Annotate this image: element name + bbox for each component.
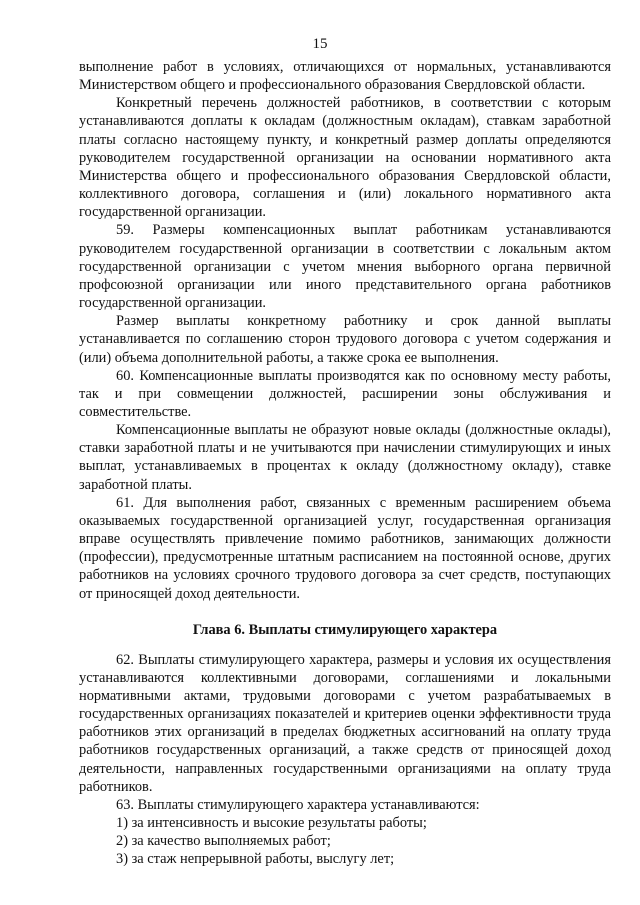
paragraph: Конкретный перечень должностей работников, в соответствии с которым устанавливаются доплаты к окладам (должностным окладам), ставкам заработной платы согласно настоящему пункту, и конкретный размер доплаты определяются руководителем государственной организации на основании нормативного акта Министерства общего и профессионального образования Свердловской области, коллективного договора, соглашения и (или) локального нормативного акта государственной организации. bbox=[79, 95, 611, 221]
paragraph-item-60: 60. Компенсационные выплаты производятся как по основному месту работы, так и при совмещении должностей, расширении зоны обслуживания и совместительстве. bbox=[79, 367, 611, 420]
paragraph: Размер выплаты конкретному работнику и срок данной выплаты устанавливается по соглашению сторон трудового договора с учетом содержания и (или) объема дополнительной работы, а также срока ее выполнения. bbox=[79, 313, 611, 366]
page-number: 15 bbox=[312, 36, 328, 52]
paragraph: выполнение работ в условиях, отличающихся от нормальных, устанавливаются Министерством общего и профессионального образования Свердловской области. bbox=[79, 59, 611, 94]
list-item: 2) за качество выполняемых работ; bbox=[116, 833, 331, 850]
paragraph-item-63: 63. Выплаты стимулирующего характера устанавливаются: bbox=[116, 796, 480, 813]
paragraph-item-59: 59. Размеры компенсационных выплат работникам устанавливаются руководителем государственной организации в соответствии с локальным актом государственной организации с учетом мнения выборного органа первичной профсоюзной организации или иного представительного органа работников государственной организации. bbox=[79, 222, 611, 312]
list-item: 3) за стаж непрерывной работы, выслугу лет; bbox=[116, 851, 395, 868]
paragraph-item-62: 62. Выплаты стимулирующего характера, размеры и условия их осуществления устанавливаются коллективными договорами, соглашениями и локальными нормативными актами, трудовыми договорами с учетом разрабатываемых в государственных организациях показателей и критериев оценки эффективности труда работников этих организаций в пределах бюджетных ассигнований на оплату труда работников государственных организаций, а также средств от приносящей доход деятельности, направленных государственными организациями на оплату труда работников. bbox=[79, 651, 611, 795]
paragraph: Компенсационные выплаты не образуют новые оклады (должностные оклады), ставки заработной платы и не учитываются при начислении стимулирующих и иных выплат, устанавливаемых в процентах к окладу (должностному окладу), ставке заработной платы. bbox=[79, 422, 611, 493]
list-item: 1) за интенсивность и высокие результаты работы; bbox=[116, 815, 427, 832]
document-body bbox=[79, 58, 611, 869]
chapter-heading: Глава 6. Выплаты стимулирующего характера bbox=[192, 621, 498, 638]
paragraph-item-61: 61. Для выполнения работ, связанных с временным расширением объема оказываемых государственной организацией услуг, государственная организация вправе осуществлять привлечение помимо работников, занимающих должности (профессии), предусмотренные штатным расписанием на постоянной основе, других работников на условиях срочного трудового договора за счет средств, поступающих от приносящей доход деятельности. bbox=[79, 494, 611, 602]
